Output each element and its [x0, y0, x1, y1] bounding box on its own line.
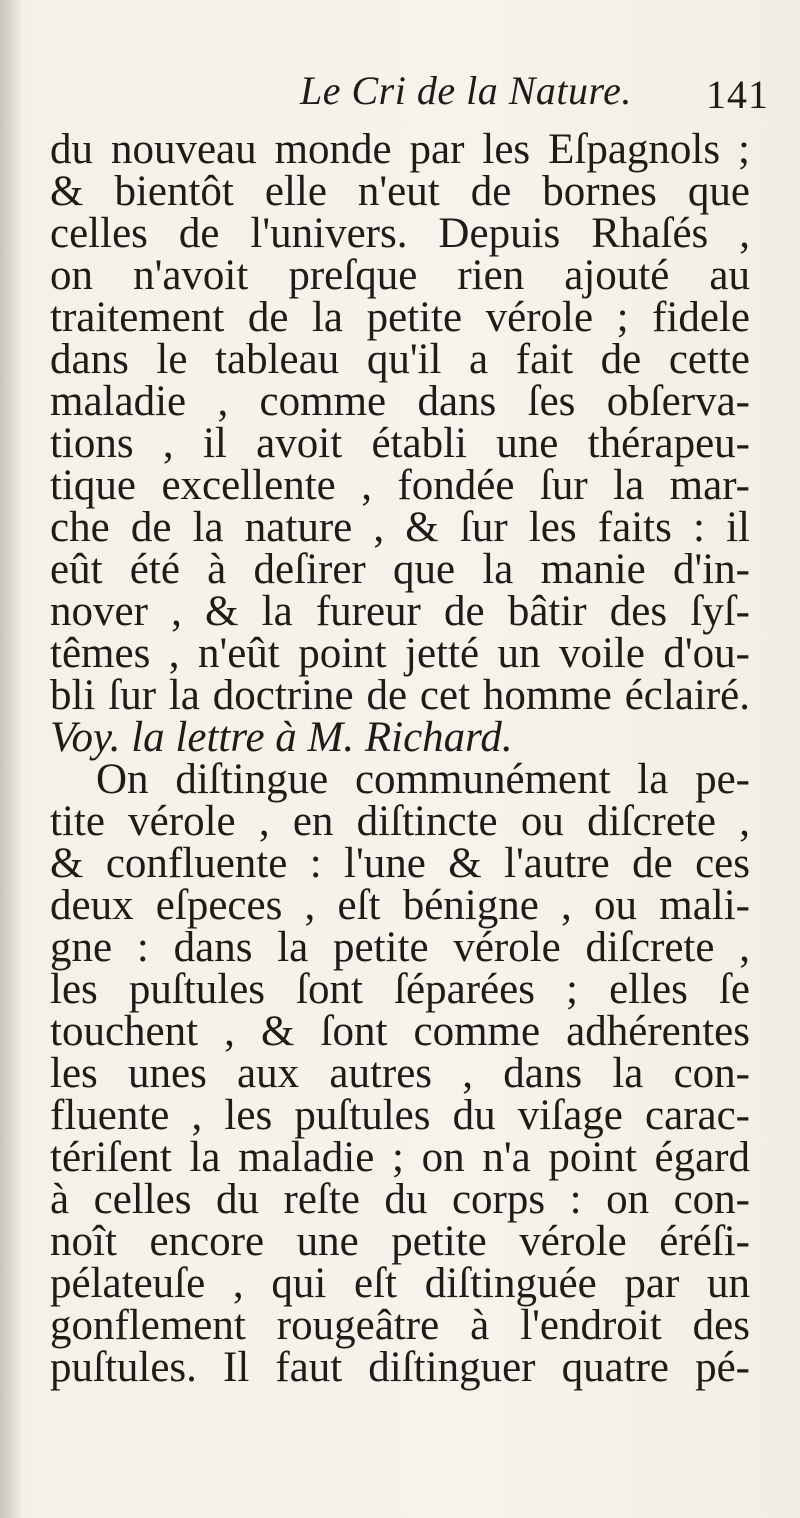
- text-line: celles de l'univers. Depuis Rhaſés ,: [50, 210, 750, 257]
- text-line: touchent , & ſont comme adhérentes: [50, 1008, 750, 1055]
- text-line: pélateuſe , qui eſt diſtinguée par un: [50, 1260, 750, 1307]
- text-line: les unes aux autres , dans la con-: [50, 1050, 750, 1097]
- text-line: dans le tableau qu'il a fait de cette: [50, 336, 750, 383]
- text-line: traitement de la petite vérole ; fidele: [50, 294, 750, 341]
- text-line: gne : dans la petite vérole diſcrete ,: [50, 924, 750, 971]
- text-line: les puſtules ſont ſéparées ; elles ſe: [50, 966, 750, 1013]
- reference-line: Voy. la lettre à M. Richard.: [50, 714, 513, 761]
- page-number: 141: [706, 72, 769, 117]
- text-line: deux eſpeces , eſt bénigne , ou mali-: [50, 882, 750, 929]
- text-line: têmes , n'eût point jetté un voile d'ou-: [50, 630, 750, 677]
- text-line: & confluente : l'une & l'autre de ces: [50, 840, 750, 887]
- running-title: Le Cri de la Nature.: [300, 68, 632, 113]
- text-line: fluente , les puſtules du viſage carac-: [50, 1092, 750, 1139]
- text-line: tite vérole , en diſtincte ou diſcrete ,: [50, 798, 750, 845]
- text-line: on n'avoit preſque rien ajouté au: [50, 252, 750, 299]
- text-line: eût été à deſirer que la manie d'in-: [50, 546, 750, 593]
- running-head: [0, 66, 800, 116]
- text-line: tériſent la maladie ; on n'a point égard: [50, 1134, 750, 1181]
- text-line: puſtules. Il faut diſtinguer quatre pé-: [50, 1344, 750, 1391]
- text-line: à celles du reſte du corps : on con-: [50, 1176, 750, 1223]
- text-line: gonflement rougeâtre à l'endroit des: [50, 1302, 750, 1349]
- text-line: du nouveau monde par les Eſpagnols ;: [50, 126, 750, 173]
- text-line: maladie , comme dans ſes obſerva-: [50, 378, 750, 425]
- paragraph-first-line: On diſtingue communément la pe-: [96, 756, 750, 803]
- binding-gutter-shadow: [0, 0, 22, 1518]
- text-line: nover , & la fureur de bâtir des ſyſ-: [50, 588, 750, 635]
- text-line: & bientôt elle n'eut de bornes que: [50, 168, 750, 215]
- text-line: tique excellente , fondée ſur la mar-: [50, 462, 750, 509]
- text-line: noît encore une petite vérole éréſi-: [50, 1218, 750, 1265]
- text-line: tions , il avoit établi une thérapeu-: [50, 420, 750, 467]
- text-line: che de la nature , & ſur les faits : il: [50, 504, 750, 551]
- text-line: bli ſur la doctrine de cet homme éclairé.: [50, 672, 750, 719]
